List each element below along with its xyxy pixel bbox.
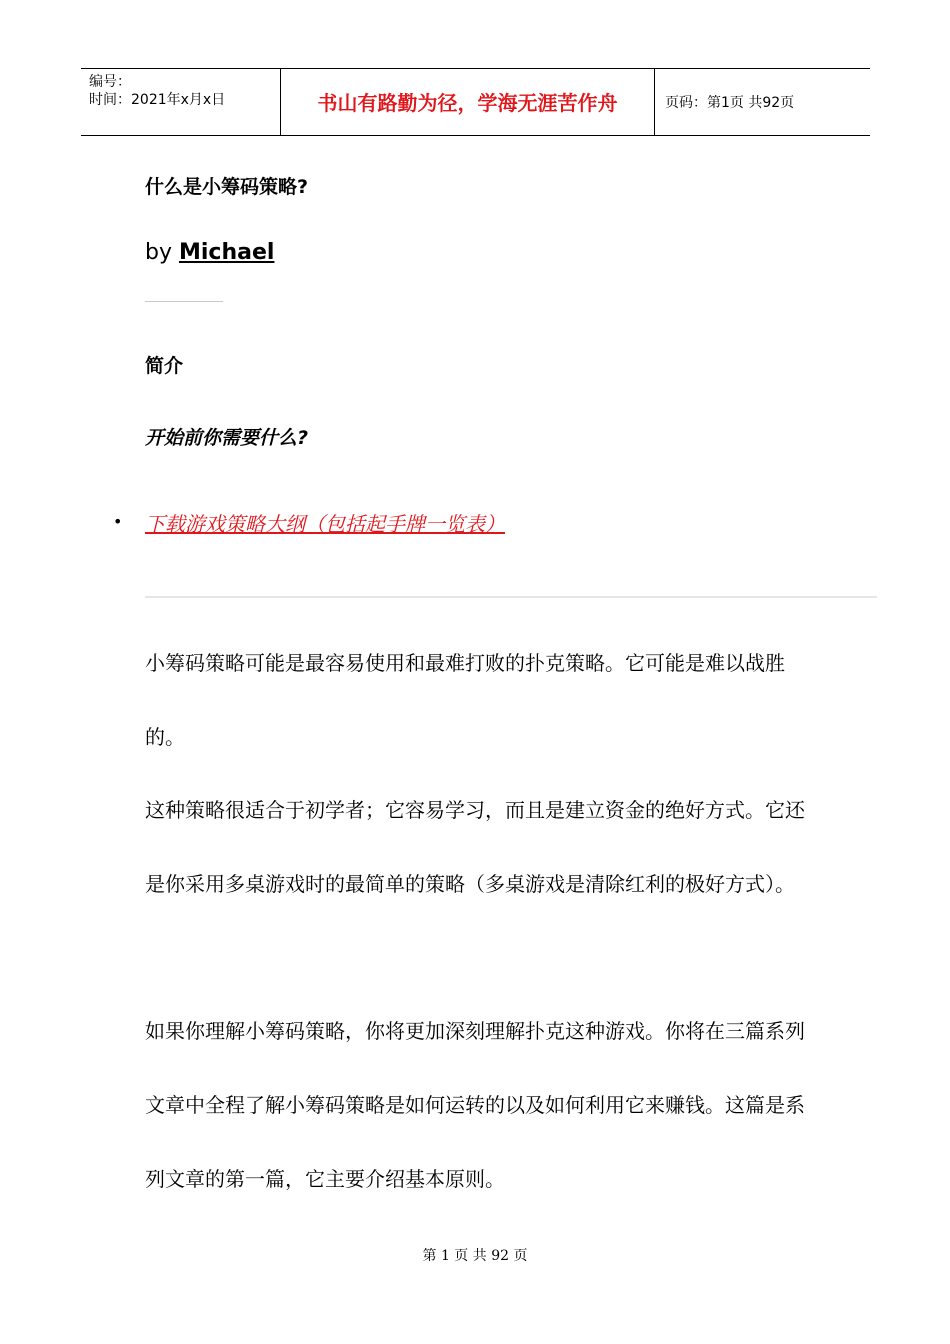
- header-motto: 书山有路勤为径，学海无涯苦作舟: [281, 69, 655, 135]
- header-table: [81, 68, 870, 136]
- number-label: 编号：: [89, 74, 131, 90]
- article-title: 什么是小筹码策略?: [145, 176, 309, 198]
- byline-prefix: by: [145, 240, 179, 265]
- intro-heading: 简介: [145, 355, 184, 377]
- paragraph-2: 这种策略很适合于初学者；它容易学习，而且是建立资金的绝好方式。它还是你采用多桌游戏时的最简单的策略（多桌游戏是清除红利的极好方式）。: [145, 798, 805, 896]
- page-footer: 第 1 页 共 92 页: [422, 1248, 528, 1264]
- paragraph-1: 小筹码策略可能是最容易使用和最难打败的扑克策略。它可能是难以战胜的。: [145, 651, 785, 749]
- bullet-icon: •: [113, 512, 123, 531]
- long-divider: [145, 596, 877, 598]
- time-label: 时间：2021年x月x日: [89, 92, 226, 108]
- header-meta: [81, 69, 281, 135]
- download-outline-link[interactable]: 下载游戏策略大纲（包括起手牌一览表）: [145, 512, 505, 536]
- need-heading: 开始前你需要什么?: [145, 427, 309, 449]
- paragraph-3: 如果你理解小筹码策略，你将更加深刻理解扑克这种游戏。你将在三篇系列文章中全程了解小筹码策略是如何运转的以及如何利用它来赚钱。这篇是系列文章的第一篇，它主要介绍基本原则。: [145, 1019, 805, 1191]
- author-link[interactable]: Michael: [178, 240, 275, 265]
- header-page-info: 页码：第1页 共92页: [665, 95, 795, 111]
- byline: [145, 240, 274, 265]
- short-divider: [145, 301, 223, 302]
